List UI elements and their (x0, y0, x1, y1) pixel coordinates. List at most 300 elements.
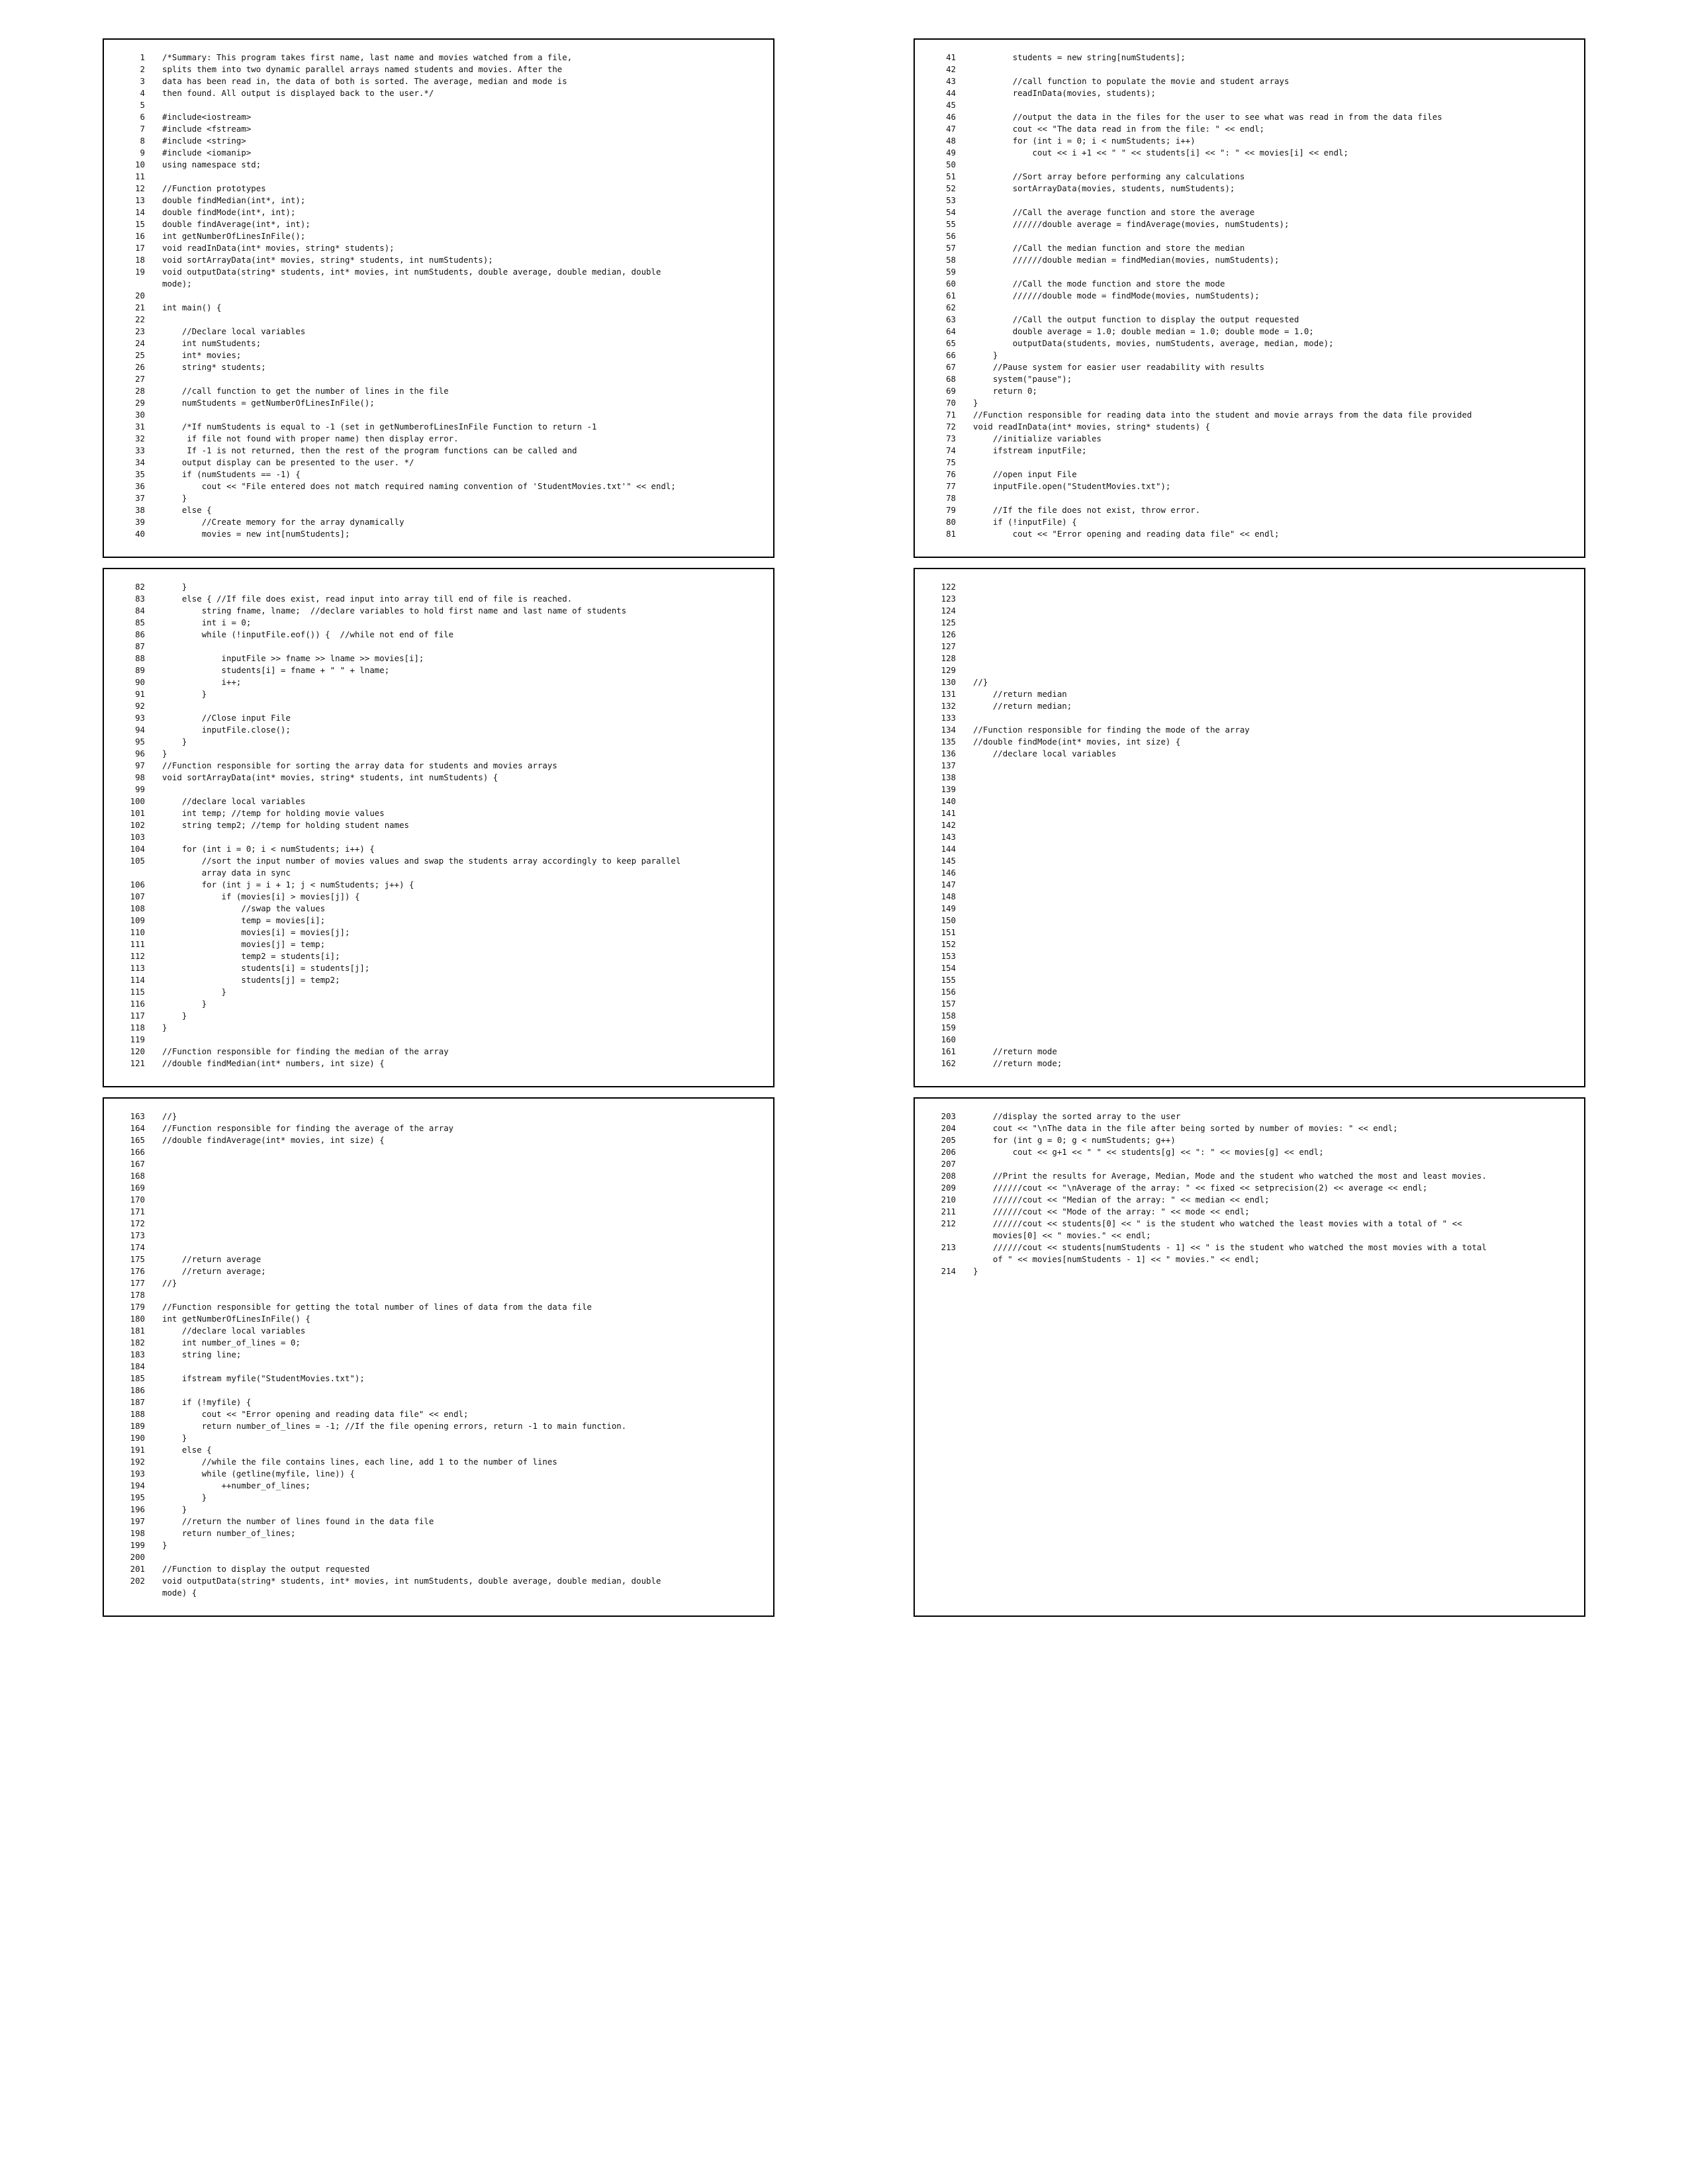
code-line (104, 433, 765, 445)
code-text: } (162, 1023, 167, 1032)
line-number: 75 (946, 457, 956, 467)
line-number: 179 (130, 1302, 145, 1312)
code-text: //Function to display the output requested (162, 1564, 370, 1574)
code-line (915, 397, 1576, 409)
code-line (915, 266, 1576, 278)
code-line (915, 183, 1576, 195)
line-number: 57 (946, 243, 956, 253)
line-number: 35 (135, 469, 145, 479)
code-line (915, 1122, 1576, 1134)
line-number: 120 (130, 1046, 145, 1056)
code-text: if (!inputFile) { (973, 517, 1077, 527)
line-number: 199 (130, 1540, 145, 1550)
code-text: //} (973, 677, 988, 687)
line-number: 213 (941, 1242, 956, 1252)
line-number: 21 (135, 302, 145, 312)
code-line (915, 1218, 1576, 1242)
code-text (973, 819, 1576, 831)
line-number: 92 (135, 701, 145, 711)
code-line (104, 1182, 765, 1194)
code-text: //double findMedian(int* numbers, int size) { (162, 1058, 385, 1068)
code-line (104, 807, 765, 819)
code-text: //Close input File (162, 713, 291, 723)
line-number: 193 (130, 1469, 145, 1479)
code-line (915, 688, 1576, 700)
code-page-3 (103, 568, 774, 1087)
code-line (915, 504, 1576, 516)
line-number: 214 (941, 1266, 956, 1276)
code-text: //Call the median function and store the median (973, 243, 1245, 253)
code-text (162, 1206, 765, 1218)
code-text (162, 784, 765, 796)
line-number: 180 (130, 1314, 145, 1324)
line-number: 65 (946, 338, 956, 348)
line-number: 37 (135, 493, 145, 503)
code-text: if (!myfile) { (162, 1397, 252, 1407)
code-line (104, 688, 765, 700)
code-line (104, 361, 765, 373)
line-number: 108 (130, 903, 145, 913)
code-line (915, 664, 1576, 676)
line-number: 83 (135, 594, 145, 604)
line-number: 70 (946, 398, 956, 408)
code-line (104, 421, 765, 433)
code-text (973, 664, 1576, 676)
line-number: 206 (941, 1147, 956, 1157)
code-text: for (int j = i + 1; j < numStudents; j++) { (162, 880, 414, 889)
code-line (104, 617, 765, 629)
code-text: //declare local variables (973, 749, 1117, 758)
line-number: 19 (135, 267, 145, 277)
line-number: 103 (130, 832, 145, 842)
line-number: 27 (135, 374, 145, 384)
code-line (104, 1408, 765, 1420)
line-number: 84 (135, 606, 145, 615)
code-text (162, 1242, 765, 1253)
line-number: 116 (130, 999, 145, 1009)
code-text: //return median (973, 689, 1067, 699)
code-text: cout << i +1 << " " << students[i] << ": " << movies[i] << endl; (973, 148, 1348, 158)
code-line (104, 123, 765, 135)
code-line (104, 629, 765, 641)
line-number: 58 (946, 255, 956, 265)
code-line (104, 1218, 765, 1230)
code-text (162, 700, 765, 712)
line-number: 128 (941, 653, 956, 663)
code-page-2 (914, 38, 1585, 558)
line-number: 131 (941, 689, 956, 699)
code-text: //declare local variables (162, 796, 306, 806)
line-number: 1 (140, 52, 145, 62)
line-number: 69 (946, 386, 956, 396)
code-text (973, 784, 1576, 796)
code-line (104, 64, 765, 75)
code-line (915, 385, 1576, 397)
code-text: } (162, 999, 207, 1009)
line-number: 204 (941, 1123, 956, 1133)
code-text: #include <iomanip> (162, 148, 252, 158)
code-line (915, 855, 1576, 867)
line-number: 119 (130, 1034, 145, 1044)
code-text (162, 1146, 765, 1158)
line-number: 7 (140, 124, 145, 134)
line-number: 30 (135, 410, 145, 420)
code-text: then found. All output is displayed back to the user.*/ (162, 88, 434, 98)
code-text: students[j] = temp2; (162, 975, 340, 985)
line-number: 15 (135, 219, 145, 229)
code-text: double average = 1.0; double median = 1.0; double mode = 1.0; (973, 326, 1314, 336)
code-text (973, 1010, 1576, 1022)
line-number: 112 (130, 951, 145, 961)
code-text (162, 641, 765, 653)
code-text: //Pause system for easier user readability with results (973, 362, 1265, 372)
line-number: 100 (130, 796, 145, 806)
code-text: string temp2; //temp for holding student names (162, 820, 409, 830)
line-number: 8 (140, 136, 145, 146)
code-text (162, 1230, 765, 1242)
code-text: students = new string[numStudents]; (973, 52, 1186, 62)
line-number: 77 (946, 481, 956, 491)
line-number: 141 (941, 808, 956, 818)
code-text (973, 962, 1576, 974)
line-number: 4 (140, 88, 145, 98)
code-line (915, 784, 1576, 796)
line-number: 151 (941, 927, 956, 937)
line-number: 45 (946, 100, 956, 110)
line-number: 168 (130, 1171, 145, 1181)
code-text: //return the number of lines found in the data file (162, 1516, 434, 1526)
code-line (915, 593, 1576, 605)
line-number: 2 (140, 64, 145, 74)
line-number: 162 (941, 1058, 956, 1068)
line-number: 157 (941, 999, 956, 1009)
code-text: #include<iostream> (162, 112, 252, 122)
code-text: inputFile.close(); (162, 725, 291, 735)
line-number: 93 (135, 713, 145, 723)
code-line (915, 915, 1576, 927)
line-number: 154 (941, 963, 956, 973)
code-text: for (int g = 0; g < numStudents; g++) (973, 1135, 1176, 1145)
code-text: else { (162, 1445, 212, 1455)
line-number: 107 (130, 891, 145, 901)
line-number: 187 (130, 1397, 145, 1407)
code-line (104, 99, 765, 111)
code-line (104, 843, 765, 855)
code-text: using namespace std; (162, 159, 261, 169)
line-number: 148 (941, 891, 956, 901)
code-line (104, 879, 765, 891)
code-line (104, 641, 765, 653)
code-line (104, 1492, 765, 1504)
code-text: int getNumberOfLinesInFile(); (162, 231, 306, 241)
code-text (973, 581, 1576, 593)
code-text: double findMedian(int*, int); (162, 195, 306, 205)
line-number: 152 (941, 939, 956, 949)
line-number: 192 (130, 1457, 145, 1467)
code-text: //Function responsible for getting the total number of lines of data from the data file (162, 1302, 592, 1312)
code-line (915, 469, 1576, 480)
code-text: } (162, 493, 187, 503)
code-line (104, 1551, 765, 1563)
line-number: 22 (135, 314, 145, 324)
line-number: 38 (135, 505, 145, 515)
code-line (104, 397, 765, 409)
code-text (973, 796, 1576, 807)
code-line (104, 195, 765, 206)
code-text: //return median; (973, 701, 1072, 711)
code-text: //Print the results for Average, Median, Mode and the student who watched the most and least movies. (973, 1171, 1487, 1181)
code-text (162, 1158, 765, 1170)
code-text (973, 843, 1576, 855)
code-line (104, 664, 765, 676)
line-number: 184 (130, 1361, 145, 1371)
code-line (104, 1046, 765, 1058)
line-number: 67 (946, 362, 956, 372)
code-text: } (162, 987, 226, 997)
code-line (104, 87, 765, 99)
code-text: movies[i] = movies[j]; (162, 927, 350, 937)
code-text: //Call the average function and store the average (973, 207, 1255, 217)
code-text (973, 1034, 1576, 1046)
line-number: 96 (135, 749, 145, 758)
line-number: 52 (946, 183, 956, 193)
code-line (915, 1058, 1576, 1069)
code-line (104, 314, 765, 326)
code-line (104, 1349, 765, 1361)
code-text (973, 879, 1576, 891)
code-text (162, 1194, 765, 1206)
code-line (104, 1468, 765, 1480)
code-line (915, 831, 1576, 843)
code-text: numStudents = getNumberOfLinesInFile(); (162, 398, 375, 408)
line-number: 150 (941, 915, 956, 925)
line-number: 158 (941, 1011, 956, 1021)
line-number: 95 (135, 737, 145, 747)
line-number: 17 (135, 243, 145, 253)
code-line (104, 784, 765, 796)
line-number: 39 (135, 517, 145, 527)
line-number: 139 (941, 784, 956, 794)
line-number: 161 (941, 1046, 956, 1056)
line-number: 176 (130, 1266, 145, 1276)
code-text (973, 891, 1576, 903)
code-line (915, 843, 1576, 855)
code-line (104, 409, 765, 421)
code-text (973, 641, 1576, 653)
code-line (915, 516, 1576, 528)
line-number: 5 (140, 100, 145, 110)
code-line (915, 617, 1576, 629)
line-number: 72 (946, 422, 956, 432)
code-line (915, 1146, 1576, 1158)
line-number: 137 (941, 760, 956, 770)
line-number: 18 (135, 255, 145, 265)
line-number: 6 (140, 112, 145, 122)
code-line (104, 1325, 765, 1337)
code-text: //return average (162, 1254, 261, 1264)
line-number: 78 (946, 493, 956, 503)
code-line (915, 433, 1576, 445)
code-text: int i = 0; (162, 617, 252, 627)
line-number: 129 (941, 665, 956, 675)
code-text: //declare local variables (162, 1326, 306, 1336)
code-text (973, 903, 1576, 915)
line-number: 164 (130, 1123, 145, 1133)
code-text (973, 998, 1576, 1010)
code-line (104, 1444, 765, 1456)
code-line (915, 171, 1576, 183)
line-number: 104 (130, 844, 145, 854)
code-line (104, 760, 765, 772)
code-line (915, 159, 1576, 171)
code-line (915, 195, 1576, 206)
code-line (104, 927, 765, 938)
code-line (104, 772, 765, 784)
code-line (915, 700, 1576, 712)
code-line (104, 903, 765, 915)
line-number: 81 (946, 529, 956, 539)
code-text: double findMode(int*, int); (162, 207, 296, 217)
line-number: 197 (130, 1516, 145, 1526)
code-line (104, 492, 765, 504)
line-number: 11 (135, 171, 145, 181)
line-number: 46 (946, 112, 956, 122)
line-number: 207 (941, 1159, 956, 1169)
line-number: 111 (130, 939, 145, 949)
line-number: 88 (135, 653, 145, 663)
code-line (104, 581, 765, 593)
line-number: 16 (135, 231, 145, 241)
line-number: 153 (941, 951, 956, 961)
code-text (162, 290, 765, 302)
code-page-1 (103, 38, 774, 558)
code-line (104, 796, 765, 807)
code-line (915, 938, 1576, 950)
code-text: //double findMode(int* movies, int size) { (973, 737, 1181, 747)
code-text (973, 712, 1576, 724)
code-line (104, 516, 765, 528)
code-line (104, 819, 765, 831)
line-number: 182 (130, 1338, 145, 1347)
code-line (915, 445, 1576, 457)
code-text: ++number_of_lines; (162, 1480, 310, 1490)
code-line (915, 903, 1576, 915)
code-text: //////cout << "Median of the array: " << median << endl; (973, 1195, 1270, 1205)
code-text: //Function responsible for reading data into the student and movie arrays from the data file provided (973, 410, 1472, 420)
code-text: void outputData(string* students, int* movies, int numStudents, double average, double median, double mode) { (162, 1576, 661, 1598)
code-line (104, 950, 765, 962)
line-number: 183 (130, 1349, 145, 1359)
code-text: cout << "Error opening and reading data file" << endl; (162, 1409, 469, 1419)
code-text: void sortArrayData(int* movies, string* students, int numStudents) { (162, 772, 498, 782)
line-number: 155 (941, 975, 956, 985)
code-text: return 0; (973, 386, 1037, 396)
code-text (162, 373, 765, 385)
code-line (915, 1194, 1576, 1206)
code-text (162, 1182, 765, 1194)
line-number: 43 (946, 76, 956, 86)
code-line (104, 724, 765, 736)
code-text: cout << g+1 << " " << students[g] << ": " << movies[g] << endl; (973, 1147, 1324, 1157)
code-text: //} (162, 1111, 177, 1121)
code-line (915, 373, 1576, 385)
code-text: } (162, 737, 187, 747)
line-number: 47 (946, 124, 956, 134)
code-text (973, 266, 1576, 278)
code-text (973, 457, 1576, 469)
code-line (915, 927, 1576, 938)
code-line (104, 986, 765, 998)
code-text (973, 593, 1576, 605)
code-text: //Function responsible for finding the median of the array (162, 1046, 449, 1056)
code-text: //////cout << students[0] << " is the student who watched the least movies with a total of " << movies[0] << " movies." << endl; (992, 1218, 1462, 1240)
line-number: 205 (941, 1135, 956, 1145)
line-number: 175 (130, 1254, 145, 1264)
code-line (915, 206, 1576, 218)
code-line (104, 135, 765, 147)
line-number: 169 (130, 1183, 145, 1193)
code-text: } (162, 689, 207, 699)
code-text: double findAverage(int*, int); (162, 219, 310, 229)
code-line (915, 480, 1576, 492)
line-number: 91 (135, 689, 145, 699)
code-line (104, 373, 765, 385)
code-line (915, 492, 1576, 504)
code-text: int* movies; (162, 350, 242, 360)
code-text: else { //If file does exist, read input into array till end of file is reached. (162, 594, 573, 604)
code-line (915, 349, 1576, 361)
code-line (104, 1420, 765, 1432)
code-text: } (162, 1492, 207, 1502)
line-number: 10 (135, 159, 145, 169)
code-text: //return average; (162, 1266, 266, 1276)
line-number: 203 (941, 1111, 956, 1121)
code-line (104, 1456, 765, 1468)
code-line (104, 147, 765, 159)
line-number: 171 (130, 1206, 145, 1216)
code-text: } (162, 1504, 187, 1514)
code-line (104, 974, 765, 986)
code-line (104, 962, 765, 974)
line-number: 124 (941, 606, 956, 615)
code-line (104, 242, 765, 254)
code-text (973, 653, 1576, 664)
code-line (915, 998, 1576, 1010)
code-text: return number_of_lines; (162, 1528, 296, 1538)
code-text: cout << "\nThe data in the file after being sorted by number of movies: " << endl; (973, 1123, 1398, 1133)
line-number: 94 (135, 725, 145, 735)
code-line (104, 1277, 765, 1289)
line-number: 44 (946, 88, 956, 98)
line-number: 55 (946, 219, 956, 229)
line-number: 133 (941, 713, 956, 723)
code-text: //return mode; (973, 1058, 1062, 1068)
code-line (915, 974, 1576, 986)
line-number: 121 (130, 1058, 145, 1068)
code-line (915, 724, 1576, 736)
code-text: //Function responsible for finding the average of the array (162, 1123, 454, 1133)
code-line (915, 962, 1576, 974)
code-line (915, 361, 1576, 373)
code-line (104, 338, 765, 349)
line-number: 126 (941, 629, 956, 639)
code-line (104, 326, 765, 338)
code-text (973, 492, 1576, 504)
code-text (162, 1361, 765, 1373)
code-text: } (973, 398, 978, 408)
code-line (915, 807, 1576, 819)
code-text: system("pause"); (973, 374, 1072, 384)
